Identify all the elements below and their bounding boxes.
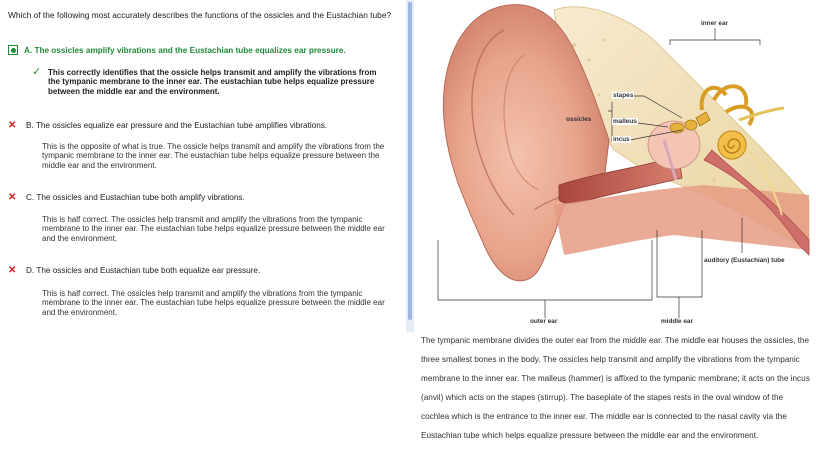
- label-stapes: stapes: [613, 92, 634, 99]
- label-outer-ear: outer ear: [530, 318, 558, 325]
- option-a-label: A. The ossicles amplify vibrations and the Eustachian tube equalizes ear pressure.: [24, 46, 346, 55]
- option-b-label: B. The ossicles equalize ear pressure and the Eustachian tube amplifies vibrations.: [26, 121, 328, 130]
- option-d-label: D. The ossicles and Eustachian tube both equalize ear pressure.: [26, 266, 261, 275]
- scrollbar-track[interactable]: [406, 0, 414, 332]
- checkmark-icon: ✓: [32, 66, 42, 78]
- label-middle-ear: middle ear: [661, 318, 693, 325]
- label-malleus: malleus: [613, 118, 637, 125]
- label-inner-ear: inner ear: [701, 20, 728, 27]
- scrollbar-thumb[interactable]: [408, 2, 412, 320]
- quiz-panel: [0, 0, 405, 472]
- ear-anatomy-figure: [414, 0, 816, 332]
- option-b[interactable]: [8, 121, 327, 131]
- question-text: Which of the following most accurately describes the functions of the ossicles and the Eustachian tube?: [8, 10, 392, 20]
- ear-illustration: [414, 0, 816, 332]
- option-a-feedback: This correctly identifies that the ossicle helps transmit and amplify the vibrations from the tympanic membrane to the inner ear. The eustachian tube helps equalize pressure between the middle ear and the environment.: [48, 68, 377, 96]
- option-c-label: C. The ossicles and Eustachian tube both amplify vibrations.: [26, 193, 245, 202]
- radio-selected-icon[interactable]: [8, 45, 18, 55]
- label-auditory-tube: auditory (Eustachian) tube: [704, 257, 785, 264]
- incorrect-x-icon: ✕: [8, 265, 17, 276]
- option-c[interactable]: [8, 193, 245, 203]
- option-d[interactable]: [8, 266, 260, 276]
- label-ossicles: ossicles: [566, 116, 592, 123]
- label-incus: incus: [613, 136, 630, 143]
- figure-caption: The tympanic membrane divides the outer ear from the middle ear. The middle ear houses the ossicles, the three smallest bones in the body. The ossicles help transmit and amplify the vibrations from the tympanic membrane to the inner ear. The malleus (hammer) is affixed to the tympanic membrane; it acts on the incus (anvil) which acts on the stapes (stirrup). The baseplate of the stapes rests in the oval window of the cochlea which is the entrance to the inner ear. The middle ear is connected to the nasal cavity via the Eustachian tube which helps equalize pressure between the middle ear and the environment.: [421, 336, 810, 441]
- incorrect-x-icon: ✕: [8, 192, 17, 203]
- option-b-feedback: This is the opposite of what is true. The ossicle helps transmit and amplify the vibrations from the tympanic membrane to the inner ear. The eustachian tube helps equalize pressure between the middle ear and the environment.: [42, 142, 385, 170]
- option-c-feedback: This is half correct. The ossicles help transmit and amplify the vibrations from the tympanic membrane to the inner ear. The eustachian tube helps equalize pressure between the middle ear and the environment.: [42, 215, 385, 243]
- option-d-feedback: This is half correct. The ossicles help transmit and amplify the vibrations from the tympanic membrane to the inner ear. The eustachian tube helps equalize pressure between the middle ear and the environment.: [42, 289, 385, 317]
- incorrect-x-icon: ✕: [8, 120, 17, 131]
- option-a[interactable]: [8, 46, 346, 56]
